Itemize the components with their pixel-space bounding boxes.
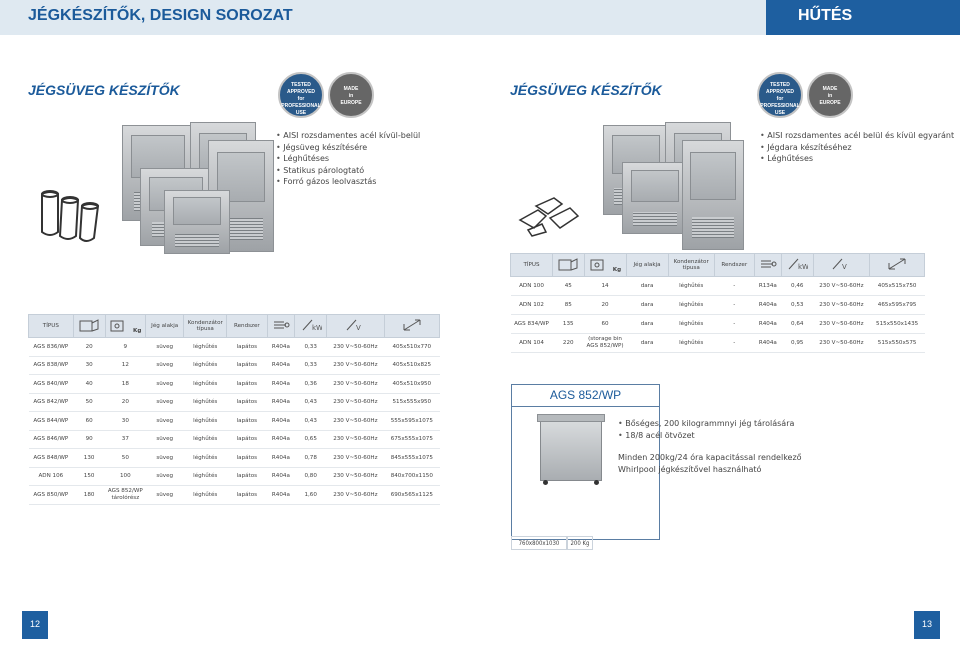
table-row [29,393,440,412]
table-row [29,356,440,375]
table-cell: lapátos [227,412,267,431]
top-bar-right [766,0,960,35]
table-cell: R404a [754,315,781,334]
svg-text:kW: kW [798,263,809,271]
right-spec-table [510,253,925,353]
table-cell: 0,43 [295,393,327,412]
power-kw-icon [295,315,327,338]
table-cell: lapátos [227,356,267,375]
table-cell: 0,36 [295,375,327,394]
table-cell: 0,80 [295,467,327,486]
table-cell: - [714,315,754,334]
table-cell: 230 V~50-60Hz [327,356,384,375]
table-cell: léghűtés [184,375,227,394]
table-cell: 1,60 [295,486,327,505]
feature-item: • AISI rozsdamentes acél belül és kívül egyaránt [760,130,954,142]
table-row [511,296,925,315]
header-ice-shape: Jég alakja [146,315,184,338]
table-cell: AGS 852/WP tárolórész [105,486,145,505]
table-cell: 30 [73,356,105,375]
table-cell: dara [626,277,668,296]
table-row [29,467,440,486]
tested-approved-badge-icon: TESTED APPROVED for PROFESSIONAL USE [278,72,324,118]
table-row [511,315,925,334]
table-cell: 0,78 [295,449,327,468]
table-cell: 230 V~50-60Hz [813,296,870,315]
table-cell: ADN 106 [29,467,74,486]
ice-maker-image-r4 [682,140,744,250]
table-cell: süveg [146,449,184,468]
table-cell: R404a [267,430,295,449]
table-cell: süveg [146,375,184,394]
table-cell: 690x565x1125 [384,486,439,505]
table-cell: 40 [73,375,105,394]
table-row [511,334,925,353]
category-title: HŰTÉS [798,7,853,24]
table-cell: léghűtés [184,356,227,375]
table-cell: 135 [553,315,585,334]
power-kw-icon [782,254,814,277]
svg-text:V: V [356,324,362,332]
table-cell: 0,53 [782,296,814,315]
table-cell: AGS 844/WP [29,412,74,431]
table-cell: 60 [73,412,105,431]
table-cell: lapátos [227,486,267,505]
right-page-number: 13 [914,611,940,639]
table-cell: 840x700x1150 [384,467,439,486]
table-cell: 50 [105,449,145,468]
made-in-europe-badge-icon: MADE in EUROPE [328,72,374,118]
table-cell: 230 V~50-60Hz [327,412,384,431]
table-cell: 230 V~50-60Hz [327,467,384,486]
table-cell: léghűtés [668,315,714,334]
table-cell: AGS 848/WP [29,449,74,468]
ags852-capacity: 200 Kg [567,536,593,550]
tested-approved-badge-icon: TESTED APPROVED for PROFESSIONAL USE [757,72,803,118]
table-cell: 18 [105,375,145,394]
table-cell: 230 V~50-60Hz [813,277,870,296]
table-cell: 230 V~50-60Hz [327,393,384,412]
table-cell: léghűtés [184,430,227,449]
table-cell: 220 [553,334,585,353]
table-cell: 0,95 [782,334,814,353]
table-cell: R404a [267,467,295,486]
table-cell: dara [626,315,668,334]
table-row [511,277,925,296]
catalog-title: JÉGKÉSZÍTŐK, DESIGN SOROZAT [28,7,293,24]
table-cell: 0,33 [295,356,327,375]
left-section-title: JÉGSÜVEG KÉSZÍTŐK [28,82,180,98]
table-cell: 405x510x825 [384,356,439,375]
table-cell: 845x555x1075 [384,449,439,468]
feature-item: • 18/8 acél ötvözet [618,430,794,442]
feature-item: • Jégdara készítéséhez [760,142,954,154]
ice-flakes-shape-icon [516,188,586,238]
table-row [29,375,440,394]
table-cell: 405x515x750 [870,277,925,296]
table-row [29,338,440,357]
table-cell: 230 V~50-60Hz [327,338,384,357]
table-cell: süveg [146,356,184,375]
table-cell: - [714,334,754,353]
svg-text:kW: kW [311,324,322,332]
table-cell: süveg [146,430,184,449]
header-condenser: Kondenzátor típusa [184,315,227,338]
table-cell: R404a [267,338,295,357]
storage-bin-image [540,419,602,481]
header-system: Rendszer [227,315,267,338]
header-type: TÍPUS [29,315,74,338]
refrigerant-icon [754,254,781,277]
right-section-title: JÉGSÜVEG KÉSZÍTŐK [510,82,662,98]
table-cell: 150 [73,467,105,486]
table-cell: AGS 834/WP [511,315,553,334]
table-cell: léghűtés [668,296,714,315]
table-cell: ADN 100 [511,277,553,296]
table-row [29,449,440,468]
table-cell: lapátos [227,467,267,486]
table-cell: süveg [146,338,184,357]
table-cell: 20 [73,338,105,357]
table-cell: 465x595x795 [870,296,925,315]
table-cell: AGS 846/WP [29,430,74,449]
table-cell: R404a [754,334,781,353]
table-cell: 14 [584,277,626,296]
table-cell: 20 [584,296,626,315]
header-type: TÍPUS [511,254,553,277]
left-features-list [276,130,420,188]
header-system: Rendszer [714,254,754,277]
left-spec-table [28,314,440,505]
table-cell: 0,65 [295,430,327,449]
table-cell: AGS 850/WP [29,486,74,505]
table-cell: R404a [267,486,295,505]
table-cell: lapátos [227,375,267,394]
storage-kg-icon: Kg [105,315,145,338]
table-cell: 45 [553,277,585,296]
ags852-note: Minden 200kg/24 óra kapacitással rendelkező Whirlpool jégkészítővel használható [618,453,802,474]
table-row [29,412,440,431]
table-cell: R404a [267,375,295,394]
dimensions-icon [384,315,439,338]
table-cell: 180 [73,486,105,505]
table-row [29,486,440,505]
ags852-title: AGS 852/WP [512,385,659,407]
table-cell: léghűtés [184,486,227,505]
table-cell: 230 V~50-60Hz [327,375,384,394]
table-cell: 90 [73,430,105,449]
table-cell: 20 [105,393,145,412]
table-cell: AGS 840/WP [29,375,74,394]
table-cell: - [714,296,754,315]
table-cell: 405x510x950 [384,375,439,394]
table-cell: 12 [105,356,145,375]
table-cell: 230 V~50-60Hz [813,334,870,353]
table-cell: R404a [267,393,295,412]
left-page-number: 12 [22,611,48,639]
table-cell: 230 V~50-60Hz [327,430,384,449]
table-row [29,430,440,449]
made-in-europe-badge-icon: MADE in EUROPE [807,72,853,118]
table-cell: süveg [146,467,184,486]
feature-item: • Bőséges, 200 kilogrammnyi jég tárolására [618,418,794,430]
capacity-per-day-icon [73,315,105,338]
header-condenser: Kondenzátor típusa [668,254,714,277]
table-cell: (storage bin AGS 852/WP) [584,334,626,353]
table-cell: 230 V~50-60Hz [327,486,384,505]
table-cell: R404a [754,296,781,315]
table-cell: 0,64 [782,315,814,334]
table-cell: AGS 836/WP [29,338,74,357]
table-cell: 100 [105,467,145,486]
table-cell: 230 V~50-60Hz [327,449,384,468]
table-cell: 130 [73,449,105,468]
table-cell: 60 [584,315,626,334]
table-cell: léghűtés [184,338,227,357]
table-cell: - [714,277,754,296]
voltage-icon [813,254,870,277]
table-cell: ADN 102 [511,296,553,315]
table-cell: 30 [105,412,145,431]
table-cell: R404a [267,412,295,431]
voltage-icon [327,315,384,338]
feature-item: • Léghűtéses [276,153,420,165]
table-cell: dara [626,334,668,353]
svg-text:V: V [842,263,848,271]
table-cell: léghűtés [184,393,227,412]
right-features-list [760,130,954,165]
dimensions-icon [870,254,925,277]
table-cell: 0,43 [295,412,327,431]
table-cell: léghűtés [184,412,227,431]
table-cell: léghűtés [668,334,714,353]
table-cell: süveg [146,412,184,431]
feature-item: • Statikus párologtató [276,165,420,177]
table-cell: 9 [105,338,145,357]
table-cell: lapátos [227,338,267,357]
table-cell: 0,33 [295,338,327,357]
refrigerant-icon [267,315,295,338]
table-cell: lapátos [227,430,267,449]
table-cell: 85 [553,296,585,315]
storage-kg-icon: Kg [584,254,626,277]
table-cell: léghűtés [668,277,714,296]
table-cell: 515x550x575 [870,334,925,353]
table-cell: dara [626,296,668,315]
table-cell: AGS 842/WP [29,393,74,412]
table-cell: 50 [73,393,105,412]
top-bar [0,0,960,35]
feature-item: • Léghűtéses [760,153,954,165]
table-cell: 555x595x1075 [384,412,439,431]
table-cell: léghűtés [184,449,227,468]
table-cell: R134a [754,277,781,296]
table-cell: 405x510x770 [384,338,439,357]
table-cell: 675x555x1075 [384,430,439,449]
header-ice-shape: Jég alakja [626,254,668,277]
table-cell: lapátos [227,449,267,468]
feature-item: • AISI rozsdamentes acél kívül-belül [276,130,420,142]
table-cell: lapátos [227,393,267,412]
table-cell: 515x555x950 [384,393,439,412]
ice-cube-shape-icon [36,188,108,244]
table-cell: léghűtés [184,467,227,486]
table-cell: süveg [146,486,184,505]
table-cell: 0,46 [782,277,814,296]
table-cell: R404a [267,356,295,375]
ice-maker-image-r3 [622,162,688,234]
table-cell: AGS 838/WP [29,356,74,375]
feature-item: • Jégsüveg készítésére [276,142,420,154]
table-cell: 230 V~50-60Hz [813,315,870,334]
table-cell: 515x550x1435 [870,315,925,334]
ags852-dimensions: 760x800x1030 [511,536,567,550]
table-cell: süveg [146,393,184,412]
table-cell: ADN 104 [511,334,553,353]
table-cell: 37 [105,430,145,449]
capacity-per-day-icon [553,254,585,277]
table-cell: R404a [267,449,295,468]
ice-maker-image-5 [164,190,230,254]
ags852-features-list [618,418,794,441]
feature-item: • Forró gázos leolvasztás [276,176,420,188]
